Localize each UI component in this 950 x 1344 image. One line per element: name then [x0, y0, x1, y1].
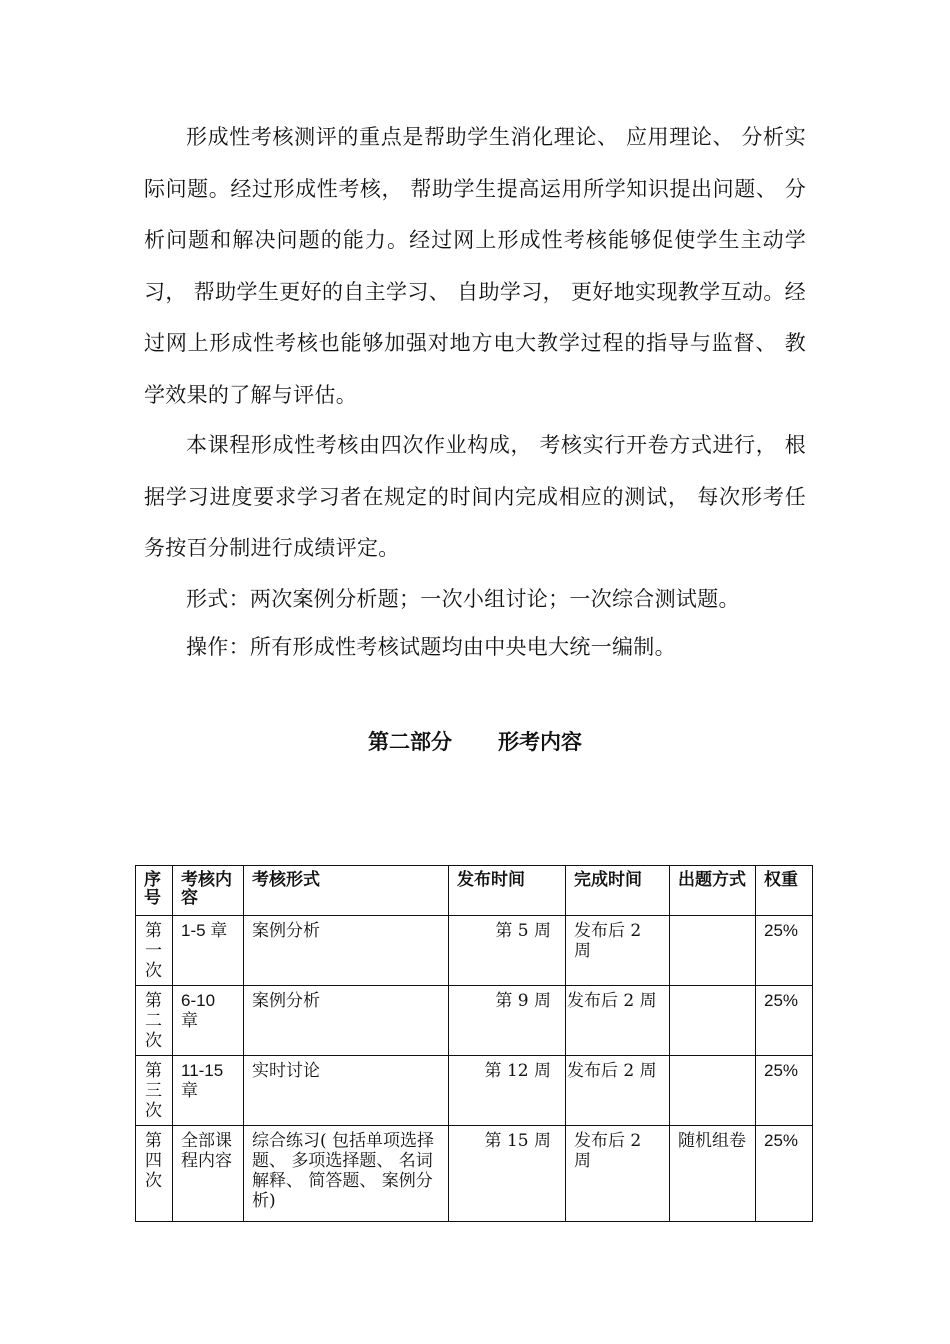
cell-complete: 发布后 2 周 [566, 986, 670, 1056]
header-release: 发布时间 [449, 866, 566, 916]
section-heading [0, 726, 950, 756]
table-header-row [136, 866, 813, 916]
table-row [136, 1126, 813, 1222]
cell-seq: 第二次 [136, 986, 173, 1056]
cell-method [670, 1056, 756, 1126]
paragraph-assessment-purpose: 形成性考核测评的重点是帮助学生消化理论、 应用理论、 分析实际问题。经过形成性考核， 帮助学生提高运用所学知识提出问题、 分析问题和解决问题的能力。经过网上形成性考核能够促使学生主动学习， 帮助学生更好的自主学习、 自助学习， 更好地实现教学互动。经过网上形成性考核也能够加强对地方电大教学过程的指导与监督、 教学效果的了解与评估。 [144, 125, 806, 407]
cell-release: 第 15 周 [449, 1126, 566, 1222]
header-seq: 序号 [136, 866, 173, 916]
cell-form: 综合练习( 包括单项选择题、 多项选择题、 名词解释、 简答题、 案例分析) [244, 1126, 449, 1222]
cell-content: 1-5 章 [173, 916, 244, 986]
cell-complete: 发布后 2 周 [566, 916, 670, 986]
cell-method [670, 986, 756, 1056]
cell-seq: 第三次 [136, 1056, 173, 1126]
cell-weight: 25% [756, 916, 813, 986]
cell-complete: 发布后 2 周 [566, 1126, 670, 1222]
cell-release: 第 9 周 [449, 986, 566, 1056]
cell-complete: 发布后 2 周 [566, 1056, 670, 1126]
cell-weight: 25% [756, 986, 813, 1056]
assessment-table [135, 865, 813, 1222]
cell-seq: 第一次 [136, 916, 173, 986]
header-method: 出题方式 [670, 866, 756, 916]
paragraph-form: 形式：两次案例分析题；一次小组讨论；一次综合测试题。 [186, 587, 740, 611]
cell-content: 6-10 章 [173, 986, 244, 1056]
cell-form: 案例分析 [244, 986, 449, 1056]
cell-release: 第 5 周 [449, 916, 566, 986]
cell-method [670, 916, 756, 986]
cell-form: 实时讨论 [244, 1056, 449, 1126]
header-content: 考核内容 [173, 866, 244, 916]
cell-form: 案例分析 [244, 916, 449, 986]
table-row [136, 916, 813, 986]
section-part: 第二部分 [368, 730, 452, 754]
cell-seq: 第四次 [136, 1126, 173, 1222]
cell-release: 第 12 周 [449, 1056, 566, 1126]
header-form: 考核形式 [244, 866, 449, 916]
cell-content: 全部课程内容 [173, 1126, 244, 1222]
cell-weight: 25% [756, 1056, 813, 1126]
cell-content: 11-15 章 [173, 1056, 244, 1126]
table-row [136, 986, 813, 1056]
paragraph-operation: 操作：所有形成性考核试题均由中央电大统一编制。 [186, 635, 676, 659]
section-title: 形考内容 [498, 730, 582, 754]
header-weight: 权重 [756, 866, 813, 916]
table-row [136, 1056, 813, 1126]
paragraph-assessment-structure: 本课程形成性考核由四次作业构成， 考核实行开卷方式进行， 根据学习进度要求学习者在规定的时间内完成相应的测试， 每次形考任务按百分制进行成绩评定。 [144, 433, 806, 560]
cell-weight: 25% [756, 1126, 813, 1222]
header-complete: 完成时间 [566, 866, 670, 916]
cell-method: 随机组卷 [670, 1126, 756, 1222]
